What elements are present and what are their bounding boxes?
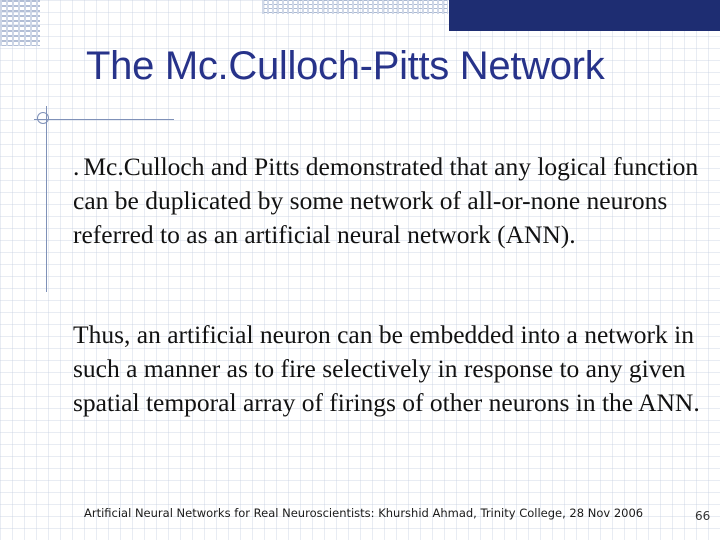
header-accent-bar xyxy=(449,0,720,31)
page-number: 66 xyxy=(695,509,711,523)
body-paragraph-1 xyxy=(73,150,703,252)
vertical-rule xyxy=(46,106,47,292)
paragraph-text: Mc.Culloch and Pitts demonstrated that any logical function can be duplicated by some network of all-or-none neurons referred to as an artificial neural network (ANN). xyxy=(73,152,699,249)
bullet-mark: . xyxy=(73,152,80,181)
paragraph-text: Thus, an artificial neuron can be embedded into a network in such a manner as to fire selectively in response to any given spatial temporal array of firings of other neurons in the ANN. xyxy=(73,320,700,417)
body-paragraph-2 xyxy=(73,318,703,420)
decorative-header-strip xyxy=(262,0,448,14)
circle-marker-icon xyxy=(37,112,49,124)
slide-title: The Mc.Culloch-Pitts Network xyxy=(86,44,605,88)
decorative-diagram-thumbnail xyxy=(0,0,40,46)
slide-footer: Artificial Neural Networks for Real Neuroscientists: Khurshid Ahmad, Trinity College, 28 Nov 2006 xyxy=(84,506,644,520)
horizontal-rule xyxy=(34,119,174,120)
